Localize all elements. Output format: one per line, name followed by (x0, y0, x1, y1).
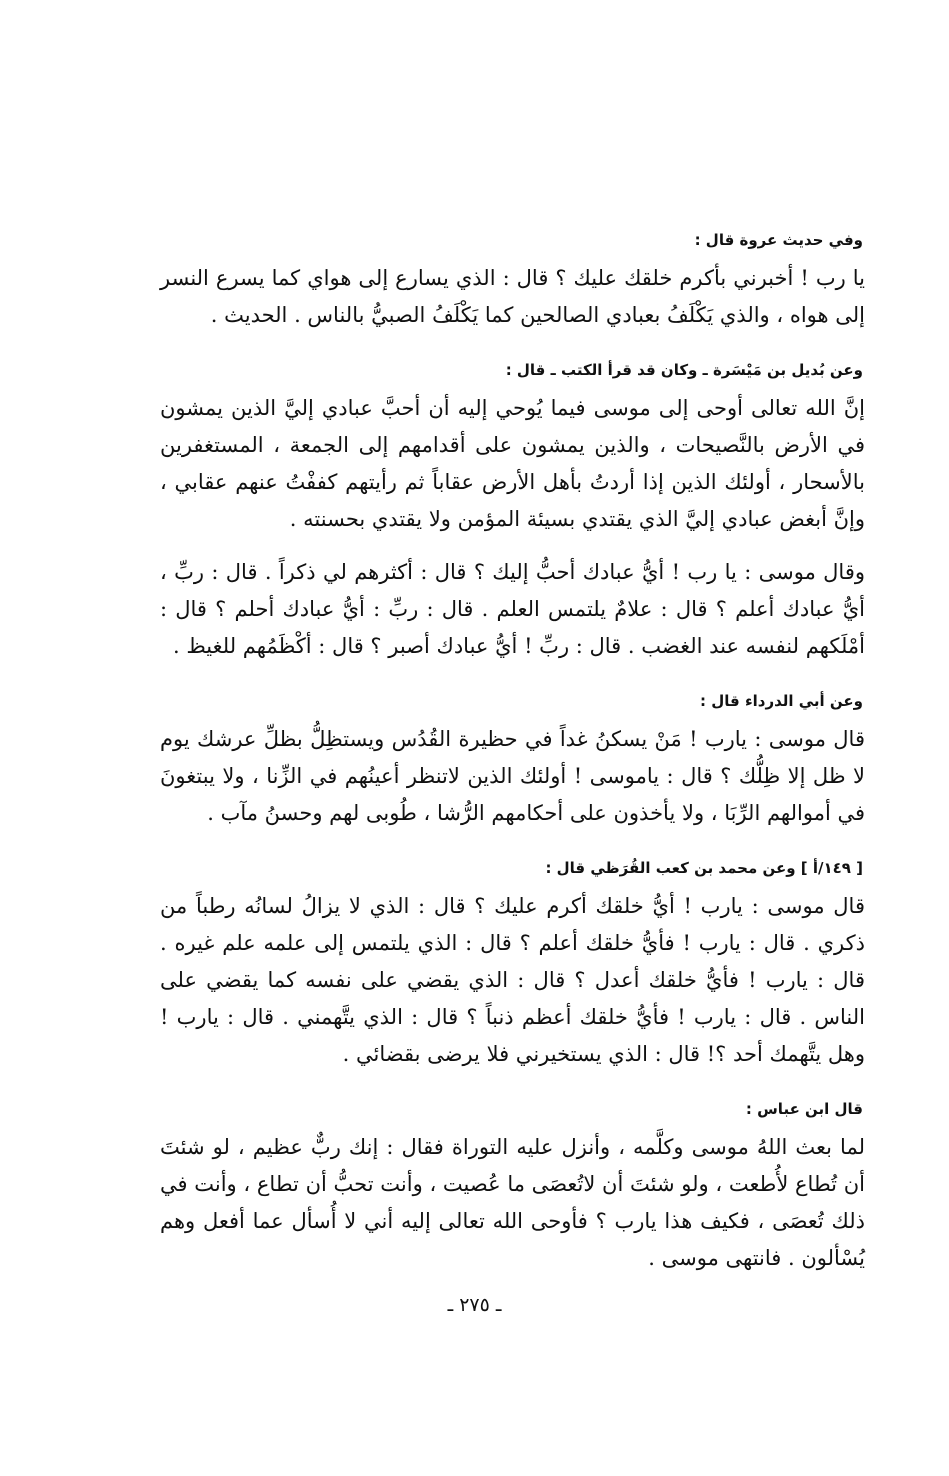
section-muhammad-ibn-kab (160, 856, 865, 1073)
section-urwa (160, 228, 865, 334)
section-heading: وفي حديث عروة قال : (694, 231, 863, 249)
page-number: ـ ٢٧٥ ـ (447, 1294, 502, 1316)
paragraph: لما بعث اللهُ موسى وكلَّمه ، وأنزل عليه التوراة فقال : إنك ربٌّ عظيم ، لو شئتَ أن تُطاع لأُطعت ، ولو شئتَ أن لاتُعصَى ما عُصيت ، وأنت تحبُّ أن تطاع ، وأنت في ذلك تُعصَى ، فكيف هذا يارب ؟ فأوحى الله تعالى إليه أني لا أُسأل عما أفعل وهم يُسْألون . فانتهى موسى . (160, 1135, 865, 1270)
paragraph: وقال موسى : يا رب ! أيُّ عبادك أحبُّ إليك ؟ قال : أكثرهم لي ذكراً . قال : ربِّ ، أيُّ عبادك أعلم ؟ قال : علامٌ يلتمس العلم . قال : ربِّ : أيُّ عبادك أحلم ؟ قال : أمْلَكهم لنفسه عند الغضب . قال : ربِّ ! أيُّ عبادك أصبر ؟ قال : أكْظَمُهم للغيظ . (160, 560, 865, 658)
paragraph: يا رب ! أخبرني بأكرم خلقك عليك ؟ قال : الذي يسارع إلى هواي كما يسرع النسر إلى هواه ، والذي يَكْلَفُ بعبادي الصالحين كما يَكْلَفُ الصبيُّ بالناس . الحديث . (160, 266, 865, 327)
paragraph: إنَّ الله تعالى أوحى إلى موسى فيما يُوحي إليه أن أحبَّ عبادي إليَّ الذين يمشون في الأرض بالنَّصيحات ، والذين يمشون على أقدامهم إلى الجمعة ، المستغفرين بالأسحار ، أولئك الذين إذا أردتُ بأهل الأرض عقاباً ثم رأيتهم كففْتُ عنهم عقابي ، وإنَّ أبغض عبادي إليَّ الذي يقتدي بسيئة المؤمن ولا يقتدي بحسنته . (160, 396, 865, 531)
section-heading: قال ابن عباس : (745, 1100, 863, 1118)
section-ibn-abbas (160, 1097, 865, 1277)
paragraph: قال موسى : يارب ! أيُّ خلقك أكرم عليك ؟ قال : الذي لا يزالُ لسانُه رطباً من ذكري . قال : يارب ! فأيُّ خلقك أعلم ؟ قال : الذي يلتمس إلى علمه علم غيره . قال : يارب ! فأيُّ خلقك أعدل ؟ قال : الذي يقضي على نفسه كما يقضي على الناس . قال : يارب ! فأيُّ خلقك أعظم ذنباً ؟ قال : الذي يتَّهمني . قال : يارب ! وهل يتَّهمك أحد ؟! قال : الذي يستخيرني فلا يرضى بقضائي . (160, 894, 865, 1066)
section-heading: [ ١٤٩/أ ] وعن محمد بن كعب القُرَظي قال : (545, 859, 863, 877)
section-heading: وعن أبي الدرداء قال : (700, 692, 863, 710)
paragraph: قال موسى : يارب ! مَنْ يسكنُ غداً في حظيرة القُدُس ويستظِلُّ بظلِّ عرشك يوم لا ظل إلا ظِلُّك ؟ قال : ياموسى ! أولئك الذين لاتنظر أعينُهم في الزِّنا ، ولا يبتغونَ في أموالهم الرِّبَا ، ولا يأخذون على أحكامهم الرُّشا ، طُوبى لهم وحسنُ مآب . (160, 727, 865, 825)
page-content (160, 228, 865, 1295)
section-heading: وعن بُديل بن مَيْسَرة ـ وكان قد قرأ الكتب ـ قال : (505, 361, 863, 379)
section-abu-darda (160, 689, 865, 832)
section-budayl (160, 358, 865, 665)
